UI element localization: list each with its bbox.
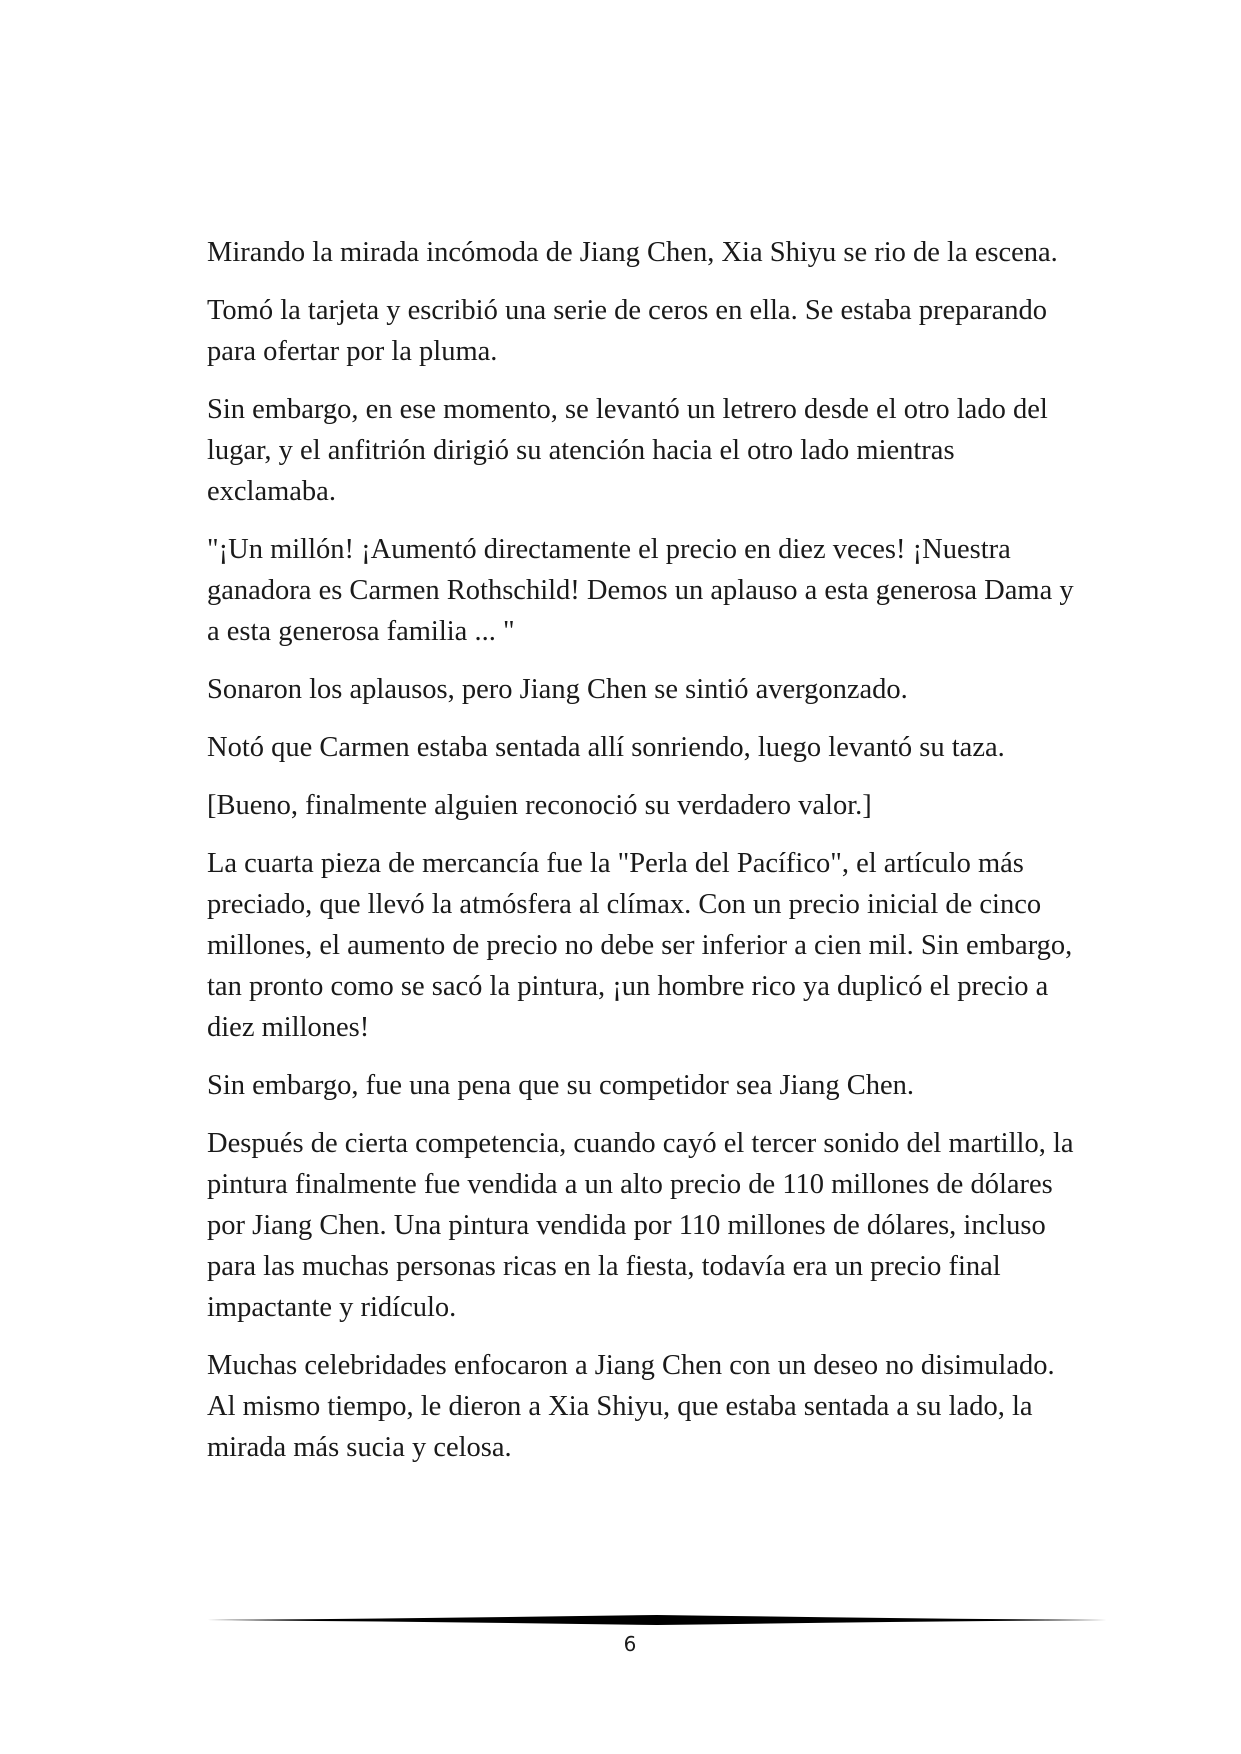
paragraph-10: Después de cierta competencia, cuando cayó el tercer sonido del martillo, la pintura finalmente fue vendida a un alto precio de 110 millones de dólares por Jiang Chen. Una pintura vendida por 110 millones de dólares, incluso para las muchas personas ricas en la fiesta, todavía era un precio final impactante y ridículo. xyxy=(207,1128,1074,1323)
paragraph-2: Tomó la tarjeta y escribió una serie de ceros en ella. Se estaba preparando para ofertar por la pluma. xyxy=(207,295,1047,367)
footer-divider xyxy=(207,1614,1107,1626)
paragraph-4: "¡Un millón! ¡Aumentó directamente el precio en diez veces! ¡Nuestra ganadora es Carmen Rothschild! Demos un aplauso a esta generosa Dama y a esta generosa familia ... " xyxy=(207,534,1074,647)
page-number: 6 xyxy=(623,1632,637,1656)
footer-divider-swash xyxy=(207,1615,1107,1625)
paragraph-3: Sin embargo, en ese momento, se levantó un letrero desde el otro lado del lugar, y el anfitrión dirigió su atención hacia el otro lado mientras exclamaba. xyxy=(207,394,1048,507)
paragraph-5: Sonaron los aplausos, pero Jiang Chen se sintió avergonzado. xyxy=(207,674,908,705)
body-text xyxy=(207,232,1077,1485)
paragraph-1: Mirando la mirada incómoda de Jiang Chen, Xia Shiyu se rio de la escena. xyxy=(207,237,1058,268)
paragraph-7: [Bueno, finalmente alguien reconoció su verdadero valor.] xyxy=(207,790,872,821)
paragraph-8: La cuarta pieza de mercancía fue la "Perla del Pacífico", el artículo más preciado, que llevó la atmósfera al clímax. Con un precio inicial de cinco millones, el aumento de precio no debe ser inferior a cien mil. Sin embargo, tan pronto como se sacó la pintura, ¡un hombre rico ya duplicó el precio a diez millones! xyxy=(207,848,1073,1043)
paragraph-11: Muchas celebridades enfocaron a Jiang Chen con un deseo no disimulado. Al mismo tiempo, le dieron a Xia Shiyu, que estaba sentada a su lado, la mirada más sucia y celosa. xyxy=(207,1350,1055,1463)
paragraph-9: Sin embargo, fue una pena que su competidor sea Jiang Chen. xyxy=(207,1070,915,1101)
paragraph-6: Notó que Carmen estaba sentada allí sonriendo, luego levantó su taza. xyxy=(207,732,1005,763)
